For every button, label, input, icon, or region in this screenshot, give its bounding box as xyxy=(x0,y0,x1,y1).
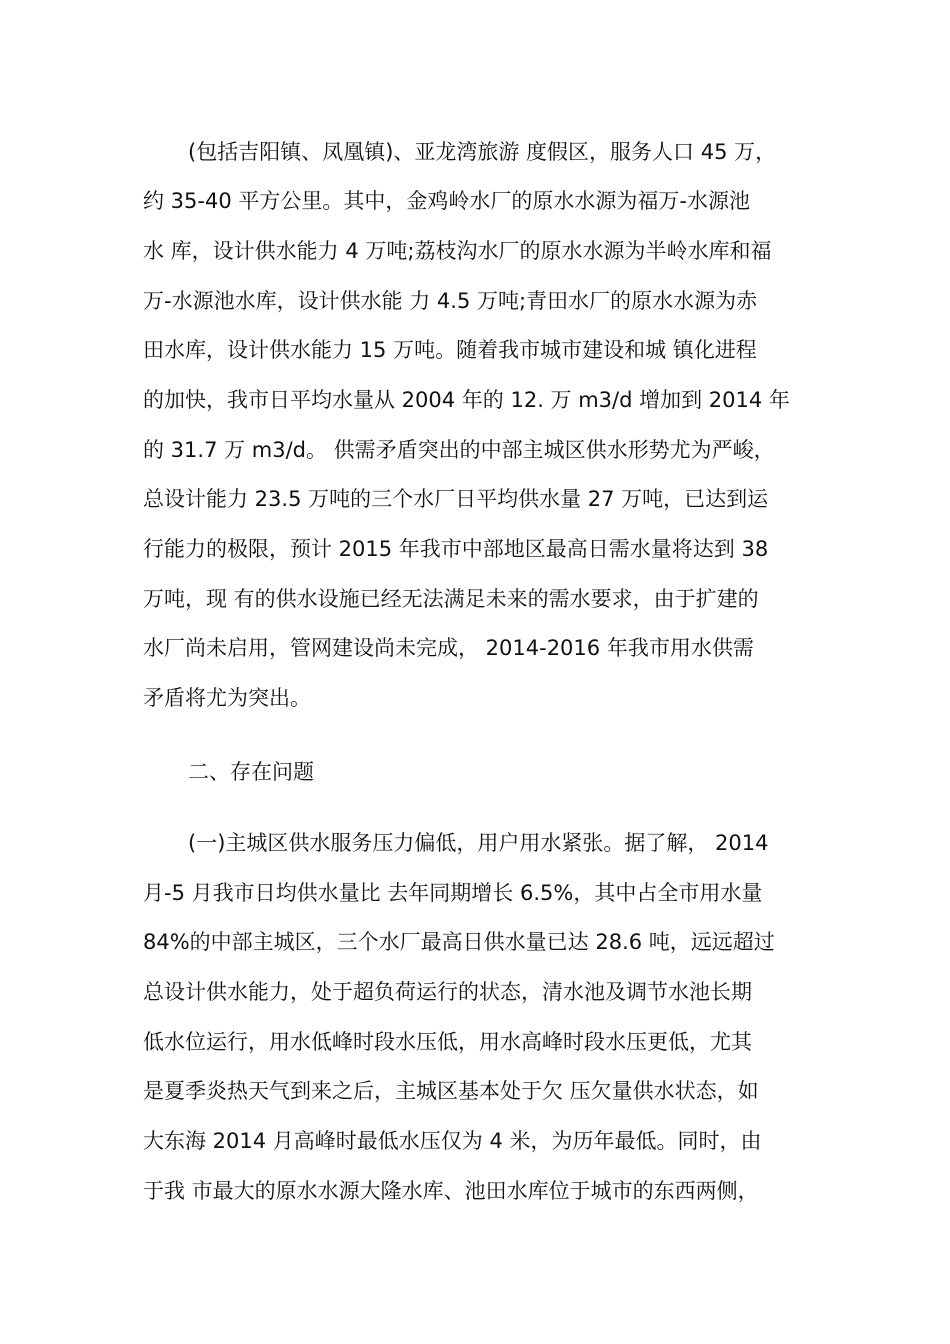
section-heading: 二、存在问题 xyxy=(188,760,314,784)
paragraph-1-line-6: 的加快，我市日平均水量从 2004 年的 12. 万 m3/d 增加到 2014 年 xyxy=(143,388,790,412)
paragraph-2-line-7: 大东海 2014 月高峰时最低水压仅为 4 米，为历年最低。同时，由 xyxy=(143,1129,762,1153)
paragraph-1-line-12: 矛盾将尤为突出。 xyxy=(143,686,311,710)
paragraph-1-line-10: 万吨，现 有的供水设施已经无法满足未来的需水要求，由于扩建的 xyxy=(143,587,759,611)
paragraph-1-line-2: 约 35-40 平方公里。其中，金鸡岭水厂的原水水源为福万-水源池 xyxy=(143,189,750,213)
paragraph-1-line-9: 行能力的极限，预计 2015 年我市中部地区最高日需水量将达到 38 xyxy=(143,537,769,561)
paragraph-1-line-8: 总设计能力 23.5 万吨的三个水厂日平均供水量 27 万吨，已达到运 xyxy=(143,487,769,511)
paragraph-1-line-7: 的 31.7 万 m3/d。 供需矛盾突出的中部主城区供水形势尤为严峻， xyxy=(143,438,775,462)
paragraph-2-line-3: 84%的中部主城区，三个水厂最高日供水量已达 28.6 吨，远远超过 xyxy=(143,930,775,954)
paragraph-2-line-4: 总设计供水能力，处于超负荷运行的状态，清水池及调节水池长期 xyxy=(143,980,752,1004)
paragraph-2-line-2: 月-5 月我市日均供水量比 去年同期增长 6.5%，其中占全市用水量 xyxy=(143,881,763,905)
paragraph-1-line-5: 田水库，设计供水能力 15 万吨。随着我市城市建设和城 镇化进程 xyxy=(143,338,757,362)
paragraph-2-line-1: (一)主城区供水服务压力偏低，用户用水紧张。据了解， 2014 xyxy=(188,831,769,855)
paragraph-1-line-3: 水 库，设计供水能力 4 万吨;荔枝沟水厂的原水水源为半岭水库和福 xyxy=(143,239,772,263)
paragraph-2-line-8: 于我 市最大的原水水源大隆水库、池田水库位于城市的东西两侧， xyxy=(143,1179,759,1203)
paragraph-1-line-11: 水厂尚未启用，管网建设尚未完成， 2014-2016 年我市用水供需 xyxy=(143,636,754,660)
paragraph-1-line-1: (包括吉阳镇、凤凰镇)、亚龙湾旅游 度假区，服务人口 45 万， xyxy=(188,140,777,164)
paragraph-2-line-6: 是夏季炎热天气到来之后，主城区基本处于欠 压欠量供水状态，如 xyxy=(143,1079,759,1103)
paragraph-2-line-5: 低水位运行，用水低峰时段水压低，用水高峰时段水压更低，尤其 xyxy=(143,1030,752,1054)
paragraph-1-line-4: 万-水源池水库，设计供水能 力 4.5 万吨;青田水厂的原水水源为赤 xyxy=(143,289,758,313)
